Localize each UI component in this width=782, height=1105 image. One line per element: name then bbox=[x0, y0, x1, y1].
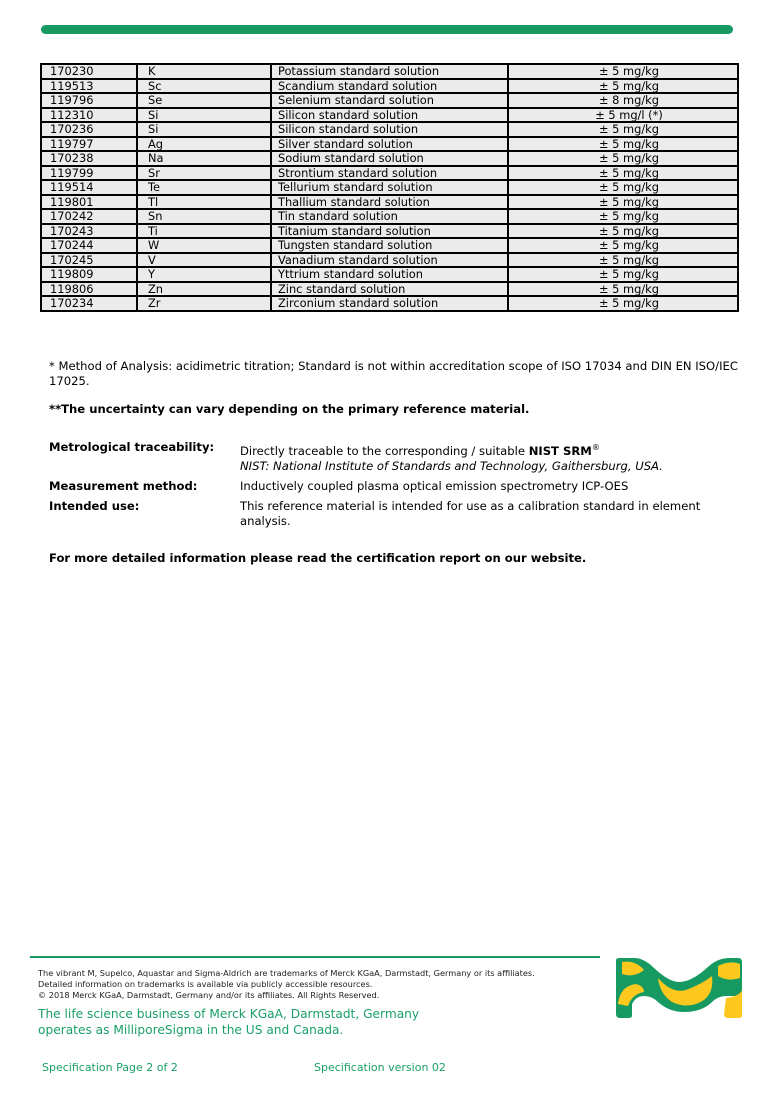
product-code: 119514 bbox=[41, 180, 137, 195]
table-row bbox=[41, 151, 738, 166]
element-symbol: V bbox=[137, 253, 271, 268]
product-name: Tungsten standard solution bbox=[271, 238, 508, 253]
uncertainty-value: ± 8 mg/kg bbox=[508, 93, 738, 108]
life-science-line-2: operates as MilliporeSigma in the US and Canada. bbox=[38, 1022, 344, 1037]
product-code: 119796 bbox=[41, 93, 137, 108]
table-row bbox=[41, 137, 738, 152]
uncertainty-value: ± 5 mg/kg bbox=[508, 224, 738, 239]
product-code: 119797 bbox=[41, 137, 137, 152]
product-name: Tin standard solution bbox=[271, 209, 508, 224]
uncertainty-value: ± 5 mg/l (*) bbox=[508, 108, 738, 123]
life-science-line-1: The life science business of Merck KGaA, Darmstadt, Germany bbox=[38, 1007, 420, 1021]
product-code: 170244 bbox=[41, 238, 137, 253]
uncertainty-value: ± 5 mg/kg bbox=[508, 151, 738, 166]
standards-table bbox=[40, 63, 739, 312]
table-row bbox=[41, 296, 738, 311]
product-name: Silicon standard solution bbox=[271, 122, 508, 137]
product-code: 170238 bbox=[41, 151, 137, 166]
table-row bbox=[41, 166, 738, 181]
intended-use-label: Intended use: bbox=[49, 498, 140, 513]
uncertainty-value: ± 5 mg/kg bbox=[508, 137, 738, 152]
product-name: Selenium standard solution bbox=[271, 93, 508, 108]
element-symbol: Sc bbox=[137, 79, 271, 94]
element-symbol: Zn bbox=[137, 282, 271, 297]
uncertainty-note: **The uncertainty can vary depending on the primary reference material. bbox=[49, 402, 530, 416]
product-name: Potassium standard solution bbox=[271, 64, 508, 79]
table-row bbox=[41, 79, 738, 94]
traceability-text: Directly traceable to the corresponding / suitable bbox=[240, 443, 529, 458]
element-symbol: Si bbox=[137, 108, 271, 123]
product-name: Thallium standard solution bbox=[271, 195, 508, 210]
element-symbol: Te bbox=[137, 180, 271, 195]
uncertainty-value: ± 5 mg/kg bbox=[508, 166, 738, 181]
element-symbol: Tl bbox=[137, 195, 271, 210]
product-name: Silver standard solution bbox=[271, 137, 508, 152]
product-name: Sodium standard solution bbox=[271, 151, 508, 166]
product-code: 170242 bbox=[41, 209, 137, 224]
traceability-label: Metrological traceability: bbox=[49, 440, 215, 454]
table-row bbox=[41, 282, 738, 297]
table-row bbox=[41, 224, 738, 239]
merck-logo-icon bbox=[614, 956, 744, 1020]
uncertainty-value: ± 5 mg/kg bbox=[508, 253, 738, 268]
element-symbol: Si bbox=[137, 122, 271, 137]
element-symbol: Zr bbox=[137, 296, 271, 311]
traceability-value bbox=[240, 440, 739, 474]
uncertainty-value: ± 5 mg/kg bbox=[508, 209, 738, 224]
element-symbol: Sn bbox=[137, 209, 271, 224]
element-symbol: Ti bbox=[137, 224, 271, 239]
element-symbol: Ag bbox=[137, 137, 271, 152]
traceability-row bbox=[49, 440, 739, 474]
uncertainty-value: ± 5 mg/kg bbox=[508, 238, 738, 253]
table-row bbox=[41, 180, 738, 195]
product-name: Zinc standard solution bbox=[271, 282, 508, 297]
product-name: Tellurium standard solution bbox=[271, 180, 508, 195]
product-name: Zirconium standard solution bbox=[271, 296, 508, 311]
product-name: Scandium standard solution bbox=[271, 79, 508, 94]
method-footnote: * Method of Analysis: acidimetric titration; Standard is not within accreditation scope of ISO 17034 and DIN EN ISO/IEC 17025. bbox=[49, 359, 738, 388]
method-label: Measurement method: bbox=[49, 478, 198, 493]
footer-divider bbox=[30, 956, 600, 958]
table-row bbox=[41, 122, 738, 137]
product-name: Yttrium standard solution bbox=[271, 267, 508, 282]
registered-mark: ® bbox=[591, 443, 600, 452]
table-row bbox=[41, 195, 738, 210]
legal-line-1: The vibrant M, Supelco, Aquastar and Sigma-Aldrich are trademarks of Merck KGaA, Darmstadt, Germany or its affiliates. bbox=[38, 968, 535, 978]
spec-version: Specification version 02 bbox=[314, 1061, 446, 1074]
product-code: 170236 bbox=[41, 122, 137, 137]
uncertainty-value: ± 5 mg/kg bbox=[508, 79, 738, 94]
uncertainty-value: ± 5 mg/kg bbox=[508, 122, 738, 137]
table-row bbox=[41, 93, 738, 108]
table-row bbox=[41, 253, 738, 268]
product-code: 170245 bbox=[41, 253, 137, 268]
page-number: Specification Page 2 of 2 bbox=[42, 1061, 178, 1074]
element-symbol: Na bbox=[137, 151, 271, 166]
uncertainty-value: ± 5 mg/kg bbox=[508, 180, 738, 195]
product-code: 112310 bbox=[41, 108, 137, 123]
product-name: Silicon standard solution bbox=[271, 108, 508, 123]
intended-use-row bbox=[49, 499, 739, 529]
product-name: Strontium standard solution bbox=[271, 166, 508, 181]
more-info-text: For more detailed information please read the certification report on our website. bbox=[49, 551, 587, 565]
header-green-bar bbox=[41, 25, 733, 34]
nist-definition: NIST: National Institute of Standards and Technology, Gaithersburg, USA. bbox=[240, 458, 663, 473]
legal-text bbox=[38, 968, 535, 1001]
nist-srm: NIST SRM bbox=[528, 443, 592, 458]
element-symbol: Y bbox=[137, 267, 271, 282]
life-science-text bbox=[38, 1007, 419, 1038]
product-code: 119513 bbox=[41, 79, 137, 94]
element-symbol: Se bbox=[137, 93, 271, 108]
legal-line-3: © 2018 Merck KGaA, Darmstadt, Germany and/or its affiliates. All Rights Reserved. bbox=[38, 990, 380, 1000]
uncertainty-value: ± 5 mg/kg bbox=[508, 64, 738, 79]
product-code: 170243 bbox=[41, 224, 137, 239]
element-symbol: K bbox=[137, 64, 271, 79]
product-code: 119799 bbox=[41, 166, 137, 181]
product-code: 119806 bbox=[41, 282, 137, 297]
table-row bbox=[41, 209, 738, 224]
element-symbol: Sr bbox=[137, 166, 271, 181]
uncertainty-value: ± 5 mg/kg bbox=[508, 296, 738, 311]
table-row bbox=[41, 64, 738, 79]
info-section bbox=[49, 440, 739, 534]
product-code: 170230 bbox=[41, 64, 137, 79]
method-row bbox=[49, 479, 739, 494]
table-row bbox=[41, 267, 738, 282]
method-value: Inductively coupled plasma optical emission spectrometry ICP-OES bbox=[240, 478, 629, 493]
uncertainty-value: ± 5 mg/kg bbox=[508, 267, 738, 282]
product-code: 119801 bbox=[41, 195, 137, 210]
logo-yellow-right bbox=[718, 962, 740, 979]
legal-line-2: Detailed information on trademarks is available via publicly accessible resources. bbox=[38, 979, 373, 989]
uncertainty-value: ± 5 mg/kg bbox=[508, 282, 738, 297]
intended-use-value: This reference material is intended for use as a calibration standard in element analysis. bbox=[240, 498, 701, 528]
table-row bbox=[41, 108, 738, 123]
uncertainty-value: ± 5 mg/kg bbox=[508, 195, 738, 210]
product-code: 119809 bbox=[41, 267, 137, 282]
table-row bbox=[41, 238, 738, 253]
product-name: Titanium standard solution bbox=[271, 224, 508, 239]
product-name: Vanadium standard solution bbox=[271, 253, 508, 268]
product-code: 170234 bbox=[41, 296, 137, 311]
element-symbol: W bbox=[137, 238, 271, 253]
